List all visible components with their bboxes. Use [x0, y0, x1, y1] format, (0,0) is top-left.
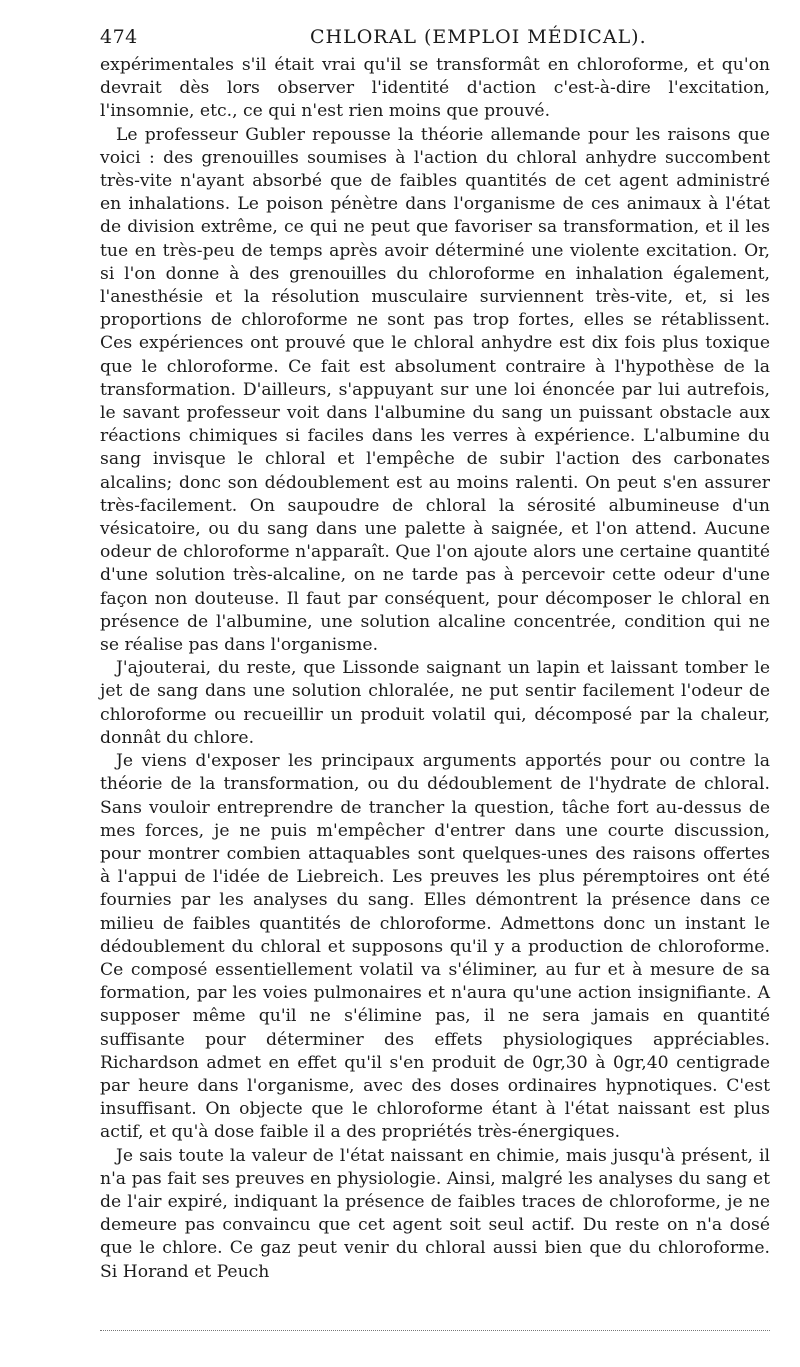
page-header — [100, 22, 770, 52]
paragraph-discussion: Je viens d'exposer les principaux arguments apportés pour ou contre la théorie de la transformation, ou du dédoublement de l'hydrate de chloral. Sans vouloir entreprendre de trancher la question, tâche fort au-dessus de mes forces, je ne puis m'empêcher d'entrer dans une courte discussion, pour montrer combien attaquables sont quelques-unes des raisons offertes à l'appui de l'idée de Liebreich. Les preuves les plus péremptoires ont été fournies par les analyses du sang. Elles démontrent la présence dans ce milieu de faibles quantités de chloroforme. Admettons donc un instant le dédoublement du chloral et supposons qu'il y a production de chloroforme. Ce composé essentiellement volatil va s'éliminer, au fur et à mesure de sa formation, par les voies pulmonaires et n'aura qu'une action insignifiante. A supposer même qu'il ne s'élimine pas, il ne sera jamais en quantité suffisante pour déterminer des effets physiologiques appréciables. Richardson admet en effet qu'il s'en produit de 0gr,30 à 0gr,40 centigrade par heure dans l'organisme, avec des doses ordinaires hypnotiques. C'est insuffisant. On objecte que le chloroforme étant à l'état naissant est plus actif, et qu'à dose faible il a des propriétés très-énergiques. — [100, 751, 770, 1143]
paragraph-continuation: expérimentales s'il était vrai qu'il se transformât en chloroforme, et qu'on devrait dès lors observer l'identité d'action c'est-à-dire l'excitation, l'insomnie, etc., ce qui n'est rien moins que prouvé. — [100, 55, 770, 122]
paragraph-lissonde: J'ajouterai, du reste, que Lissonde saignant un lapin et laissant tomber le jet de sang dans une solution chloralée, ne put sentir facilement l'odeur de chloroforme ou recueillir un produit volatil qui, décomposé par la chaleur, donnât du chlore. — [100, 658, 770, 748]
document-page — [100, 22, 770, 1284]
paragraph-etat-naissant: Je sais toute la valeur de l'état naissant en chimie, mais jusqu'à présent, il n'a pas fait ses preuves en physiologie. Ainsi, malgré les analyses du sang et de l'air expiré, indiquant la présence de faibles traces de chloroforme, je ne demeure pas convaincu que cet agent soit seul actif. Du reste on n'a dosé que le chlore. Ce gaz peut venir du chloral aussi bien que du chloroforme. Si Horand et Peuch — [100, 1145, 770, 1282]
running-head: CHLORAL (EMPLOI MÉDICAL). — [310, 26, 647, 48]
footer-dotted-rule — [100, 1330, 770, 1331]
paragraph-gubler: Le professeur Gubler repousse la théorie allemande pour les raisons que voici : des grenouilles soumises à l'action du chloral anhydre succombent très-vite n'ayant absorbé que de faibles quantités de cet agent administré en inhalations. Le poison pénètre dans l'organisme de ces animaux à l'état de division extrême, ce qui ne peut que favoriser sa transformation, et il les tue en très-peu de temps après avoir déterminé une violente excitation. Or, si l'on donne à des grenouilles du chloroforme en inhalation également, l'anesthésie et la résolution musculaire surviennent très-vite, et, si les proportions de chloroforme ne sont pas trop fortes, elles se rétablissent. Ces expériences ont prouvé que le chloral anhydre est dix fois plus toxique que le chloroforme. Ce fait est absolument contraire à l'hypothèse de la transformation. D'ailleurs, s'appuyant sur une loi énoncée par lui autrefois, le savant professeur voit dans l'albumine du sang un puissant obstacle aux réactions chimiques si faciles dans les verres à expérience. L'albumine du sang invisque le chloral et l'empêche de subir l'action des carbonates alcalins; donc son dédoublement est au moins ralenti. On peut s'en assurer très-facilement. On saupoudre de chloral la sérosité albumineuse d'un vésicatoire, ou du sang dans une palette à saignée, et l'on attend. Aucune odeur de chloroforme n'apparaît. Que l'on ajoute alors une certaine quantité d'une solution très-alcaline, on ne tarde pas à percevoir cette odeur d'une façon non douteuse. Il faut par conséquent, pour décomposer le chloral en présence de l'albumine, une solution alcaline concentrée, condition qui ne se réalise pas dans l'organisme. — [100, 124, 770, 656]
page-number: 474 — [100, 26, 138, 48]
body-text — [100, 54, 770, 1284]
